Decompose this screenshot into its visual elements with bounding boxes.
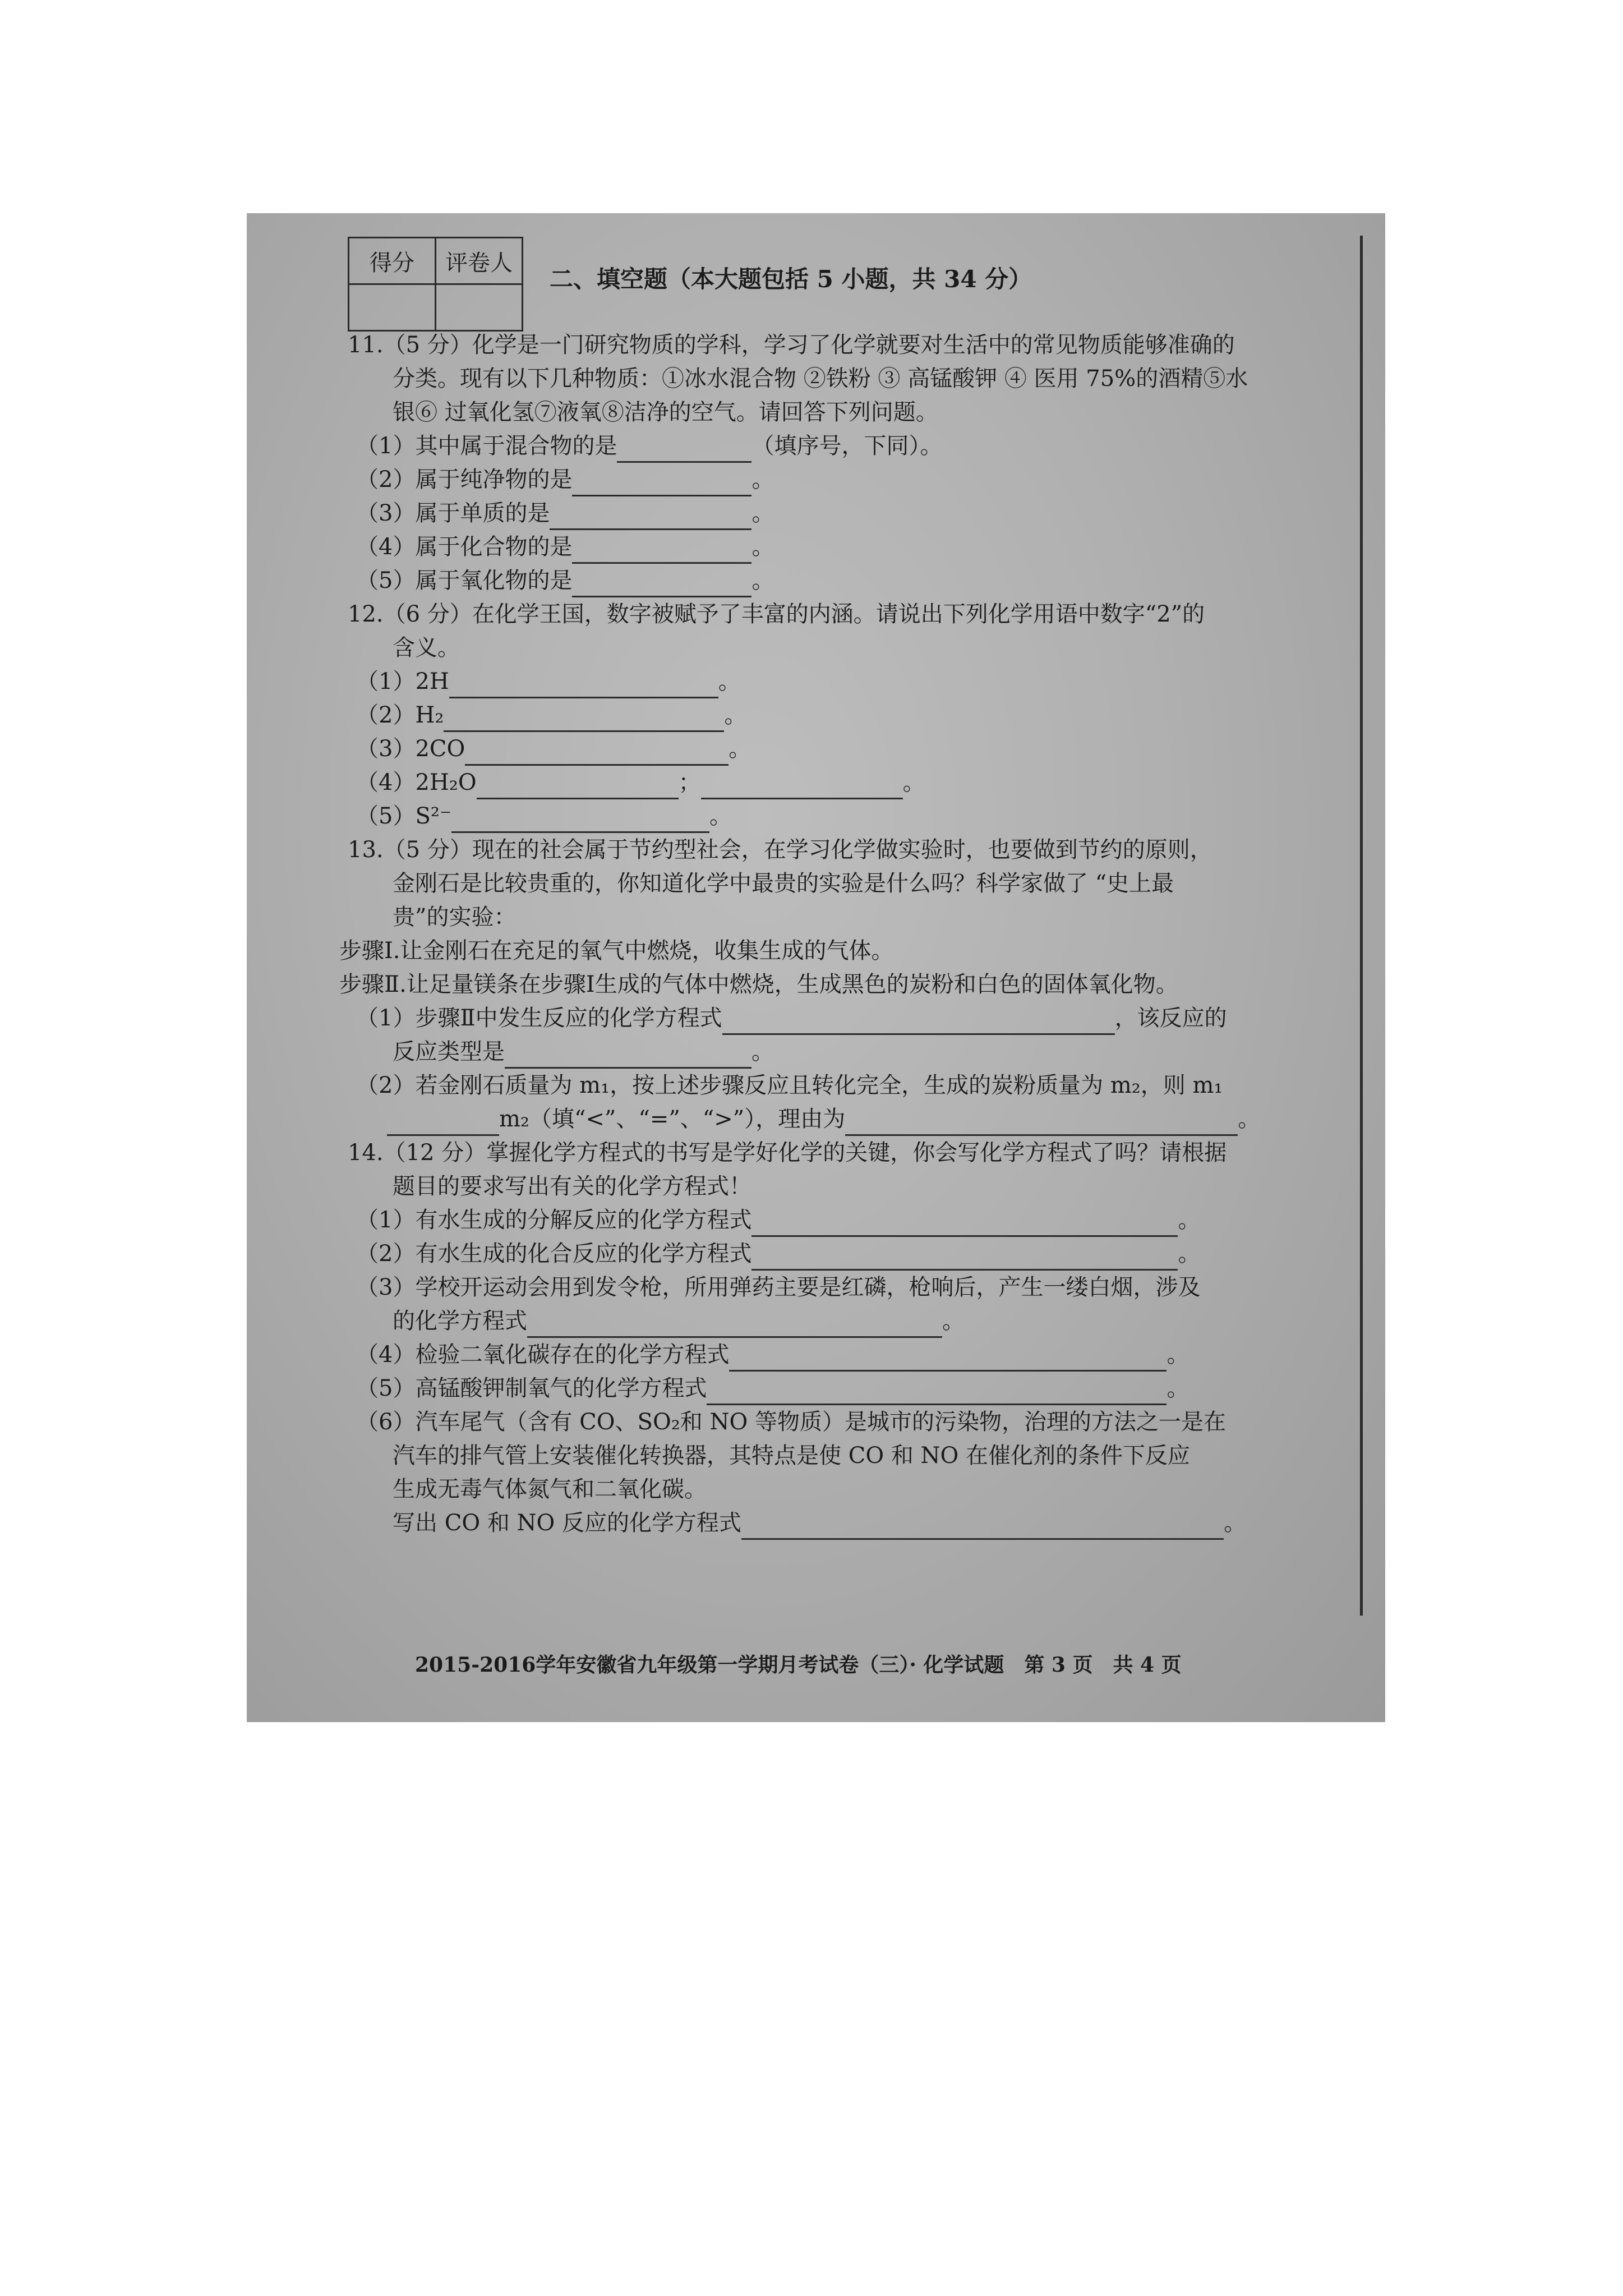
q12-stem-line1: 12.（6 分）在化学王国，数字被赋予了丰富的内涵。请说出下列化学用语中数字“2”的 [348,601,1205,627]
q11-sub4 [356,530,774,564]
period: 。 [1178,1207,1201,1233]
q14-sub6-line3: 生成无毒气体氮气和二氧化碳。 [393,1476,707,1502]
q12-sub2-blank[interactable] [444,705,724,732]
q12-sub4-blank-a[interactable] [477,772,679,799]
q14-sub5 [356,1372,1189,1405]
q14-sub4-text: （4）检验二氧化碳存在的化学方程式 [356,1342,730,1368]
q14-sub1-blank[interactable] [751,1209,1178,1237]
period: 。 [1238,1106,1261,1132]
score-table [348,237,523,332]
grader-header: 评卷人 [436,238,523,284]
q12-sub1 [356,665,741,698]
q13-sub2-line2 [387,1102,1260,1136]
q14-sub1 [356,1203,1200,1237]
q13-step1: 步骤Ⅰ.让金刚石在充足的氧气中燃烧，收集生成的气体。 [339,938,894,964]
q14-sub6-blank[interactable] [741,1512,1224,1540]
q13-compare-blank[interactable] [387,1108,499,1136]
page-margin-line [1360,236,1363,1616]
q12-sub3 [356,732,751,766]
q14-stem-line1: 14.（12 分）掌握化学方程式的书写是学好化学的关键，你会写化学方程式了吗？请根据 [348,1140,1227,1166]
q12-sub3-blank[interactable] [465,738,728,766]
q11-sub4-blank[interactable] [572,536,751,564]
q11-sub2-text: （2）属于纯净物的是 [356,467,573,493]
q14-sub2-text: （2）有水生成的化合反应的化学方程式 [356,1241,752,1267]
score-cell [349,284,436,331]
q13-stem-line2: 金刚石是比较贵重的，你知道化学中最贵的实验是什么吗？科学家做了 “史上最 [393,871,1174,896]
q13-step2: 步骤Ⅱ.让足量镁条在步骤Ⅰ生成的气体中燃烧，生成黑色的炭粉和白色的固体氧化物。 [339,972,1178,997]
q14-stem-line2: 题目的要求写出有关的化学方程式！ [393,1174,751,1199]
q12-stem-line2: 含义。 [393,635,460,661]
q12-sub2-text: （2）H₂ [356,702,444,728]
q13-sub1 [356,1001,1227,1035]
q13-sub1-blank[interactable] [722,1007,1115,1035]
q13-reason-blank[interactable] [845,1108,1238,1136]
q11-sub1-text: （1）其中属于混合物的是 [356,433,617,459]
q12-sub1-text: （1）2H [356,669,449,694]
q13-stem-line1: 13.（5 分）现在的社会属于节约型社会，在学习化学做实验时，也要做到节约的原则， [348,837,1212,863]
period: 。 [751,467,774,493]
period: 。 [724,702,747,728]
q12-sub2 [356,698,746,732]
q14-sub2-blank[interactable] [751,1243,1178,1271]
q13-reaction-type-blank[interactable] [505,1041,751,1069]
q11-sub5-text: （5）属于氧化物的是 [356,568,573,593]
q11-sub2 [356,463,774,496]
q12-sub4-sep: ； [678,770,701,795]
q11-sub5-blank[interactable] [572,570,751,597]
q14-sub2 [356,1237,1200,1271]
period: 。 [1166,1342,1189,1368]
q12-sub1-blank[interactable] [449,671,718,698]
q14-sub3-line2-text: 的化学方程式 [393,1308,527,1334]
q14-sub4-blank[interactable] [729,1344,1166,1372]
period: 。 [751,534,774,560]
period: 。 [1166,1375,1189,1401]
q12-sub4 [356,766,925,799]
grader-cell [436,284,523,331]
q11-sub1-suffix: （填序号，下同）。 [751,433,943,459]
q11-sub1 [356,429,942,463]
period: 。 [751,1039,774,1065]
q14-sub3-blank[interactable] [527,1310,942,1338]
q14-sub1-text: （1）有水生成的分解反应的化学方程式 [356,1207,752,1233]
q12-sub3-text: （3）2CO [356,736,465,762]
period: 。 [942,1308,965,1334]
q12-sub5-text: （5）S²⁻ [356,803,451,829]
q11-sub2-blank[interactable] [572,469,751,496]
period: 。 [751,568,774,593]
q11-sub4-text: （4）属于化合物的是 [356,534,573,560]
q13-sub1-suffix: ，该反应的 [1114,1005,1227,1031]
q12-sub5 [356,799,732,833]
q12-sub4-blank-b[interactable] [701,772,903,799]
scanned-exam-page [247,213,1385,1722]
q11-sub5 [356,564,774,597]
q13-sub2: （2）若金刚石质量为 m₁，按上述步骤反应且转化完全，生成的炭粉质量为 m₂，则 m₁ [356,1073,1223,1098]
q13-stem-line3: 贵”的实验： [393,904,517,930]
q13-sub1-line2 [393,1035,774,1069]
q11-sub3-text: （3）属于单质的是 [356,500,550,526]
q11-stem-line1: 11.（5 分）化学是一门研究物质的学科，学习了化学就要对生活中的常见物质能够准确的 [348,332,1235,358]
period: 。 [1178,1241,1201,1267]
q14-sub3: （3）学校开运动会用到发令枪，所用弹药主要是红磷，枪响后，产生一缕白烟，涉及 [356,1274,1201,1300]
section-title: 二、填空题（本大题包括 5 小题，共 34 分） [550,265,1032,293]
q14-sub6-line4 [393,1506,1246,1540]
q14-sub3-line2 [393,1304,965,1338]
period: 。 [1224,1510,1247,1536]
q14-sub6: （6）汽车尾气（含有 CO、SO₂和 NO 等物质）是城市的污染物，治理的方法之一是在 [356,1409,1227,1435]
period: 。 [751,500,774,526]
period: 。 [718,669,741,694]
q14-sub6-line2: 汽车的排气管上安装催化转换器，其特点是使 CO 和 NO 在催化剂的条件下反应 [393,1443,1191,1469]
period: 。 [709,803,732,829]
period: 。 [728,736,751,762]
q13-sub2-line2-text: m₂（填“<”、“=”、“>”），理由为 [499,1106,846,1132]
q11-sub1-blank[interactable] [617,435,751,463]
q14-sub5-blank[interactable] [707,1378,1166,1405]
q14-sub5-text: （5）高锰酸钾制氧气的化学方程式 [356,1375,707,1401]
page-footer: 2015-2016学年安徽省九年级第一学期月考试卷（三）· 化学试题 第 3 页 共 4 页 [415,1653,1182,1677]
period: 。 [902,770,925,795]
q13-sub1-text: （1）步骤Ⅱ中发生反应的化学方程式 [356,1005,722,1031]
q12-sub4-text: （4）2H₂O [356,770,477,795]
q14-sub4 [356,1338,1189,1372]
q11-stem-line3: 银⑥ 过氧化氢⑦液氧⑧洁净的空气。请回答下列问题。 [393,399,938,425]
q14-sub6-line4-text: 写出 CO 和 NO 反应的化学方程式 [393,1510,742,1536]
score-header: 得分 [349,238,436,284]
q11-sub3 [356,496,774,530]
q11-sub3-blank[interactable] [550,503,751,530]
q13-sub1-line2-text: 反应类型是 [393,1039,505,1065]
q12-sub5-blank[interactable] [451,806,709,833]
q11-stem-line2: 分类。现有以下几种物质：①冰水混合物 ②铁粉 ③ 高锰酸钾 ④ 医用 75%的酒精⑤水 [393,366,1248,392]
